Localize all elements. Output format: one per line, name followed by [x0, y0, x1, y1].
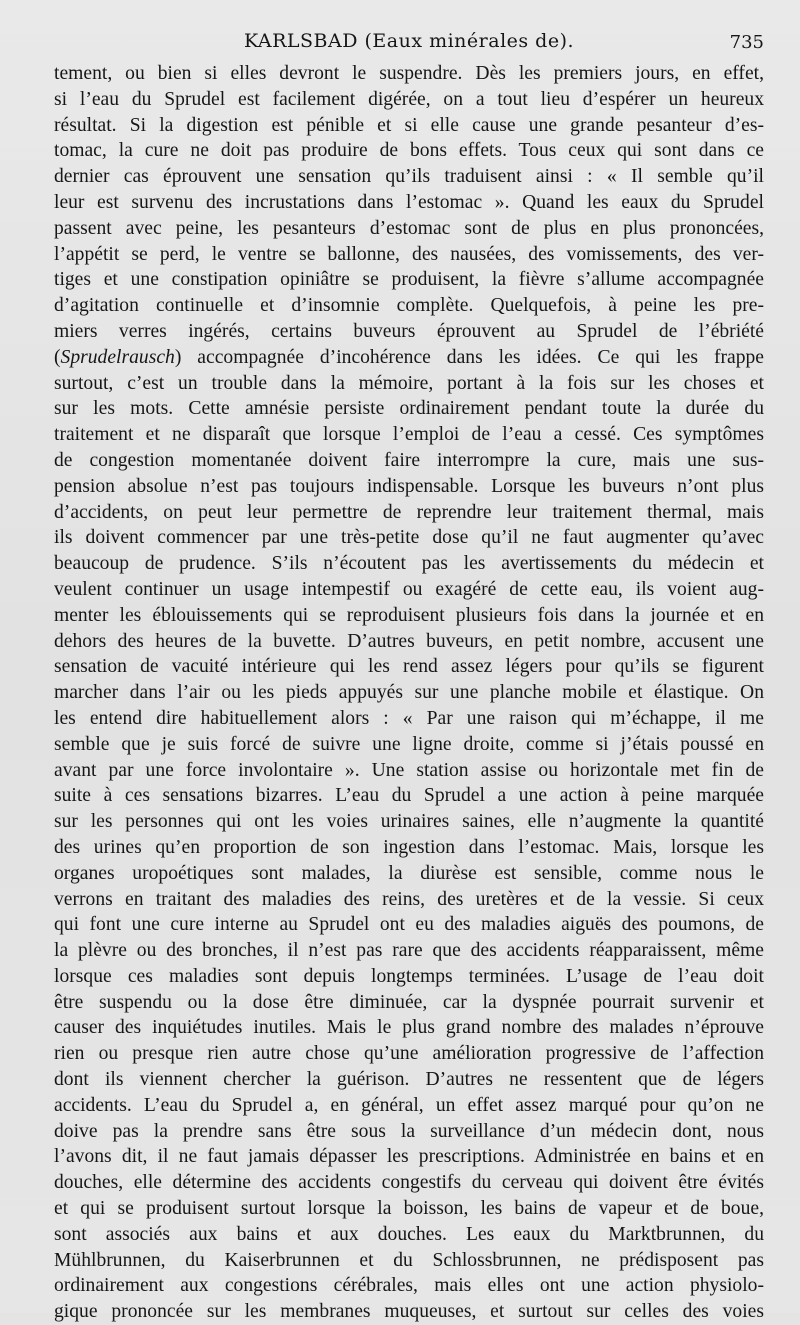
text-line: rien ou presque rien autre chose qu’une amélioration progressive de l’affection	[54, 1043, 764, 1065]
text-line: pension absolue n’est pas toujours indispensable. Lorsque les buveurs n’ont plus	[54, 475, 764, 497]
text-line: sont associés aux bains et aux douches. Les eaux du Marktbrunnen, du	[54, 1223, 764, 1245]
text-line: doive pas la prendre sans être sous la surveillance d’un médecin dont, nous	[54, 1120, 764, 1142]
text-line: d’agitation continuelle et d’insomnie complète. Quelquefois, à peine les pre-	[54, 295, 764, 317]
text-line: causer des inquiétudes inutiles. Mais le plus grand nombre des malades n’éprouve	[54, 1017, 764, 1039]
text-line: les entend dire habituellement alors : « Par une raison qui m’échappe, il me	[54, 707, 764, 729]
page-header	[54, 26, 764, 60]
running-title: KARLSBAD (Eaux minérales de).	[243, 30, 575, 52]
text-line: douches, elle détermine des accidents congestifs du cerveau qui doivent être évités	[54, 1172, 764, 1194]
text-line: passent avec peine, les pesanteurs d’estomac sont de plus en plus prononcées,	[54, 217, 764, 239]
text-line: verrons en traitant des maladies des reins, des uretères et de la vessie. Si ceux	[54, 888, 764, 910]
text-line: ordinairement aux congestions cérébrales, mais elles ont une action physiolo-	[54, 1275, 764, 1297]
text-line: organes uropoétiques sont malades, la diurèse est sensible, comme nous le	[54, 862, 764, 884]
text-line: surtout, c’est un trouble dans la mémoire, portant à la fois sur les choses et	[54, 372, 764, 394]
text-line: dont ils viennent chercher la guérison. D’autres ne ressentent que de légers	[54, 1069, 764, 1091]
text-line: sur les personnes qui ont les voies urinaires saines, elle n’augmente la quantité	[54, 811, 764, 833]
text-line: beaucoup de prudence. S’ils n’écoutent pas les avertissements du médecin et	[54, 553, 764, 575]
text-line: tomac, la cure ne doit pas produire de bons effets. Tous ceux qui sont dans ce	[54, 140, 764, 162]
text-line: marcher dans l’air ou les pieds appuyés sur une planche mobile et élastique. On	[54, 682, 764, 704]
text-line: Mühlbrunnen, du Kaiserbrunnen et du Schlossbrunnen, ne prédisposent pas	[54, 1249, 764, 1271]
text-line: résultat. Si la digestion est pénible et si elle cause une grande pesanteur d’es-	[54, 114, 764, 136]
text-line: sensation de vacuité intérieure qui les rend assez légers pour qu’ils se figurent	[54, 656, 764, 678]
text-line: ils doivent commencer par une très-petite dose qu’il ne faut augmenter qu’avec	[54, 527, 764, 549]
page-number: 735	[729, 32, 764, 53]
text-line: (Sprudelrausch) accompagnée d’incohérence dans les idées. Ce qui les frappe	[54, 346, 764, 368]
text-line: tement, ou bien si elles devront le suspendre. Dès les premiers jours, en effet,	[54, 63, 764, 84]
text-line: des urines qu’en proportion de son ingestion dans l’estomac. Mais, lorsque les	[54, 836, 764, 858]
text-line: semble que je suis forcé de suivre une ligne droite, comme si j’étais poussé en	[54, 733, 764, 755]
text-line: leur est survenu des incrustations dans l’estomac ». Quand les eaux du Sprudel	[54, 191, 764, 213]
text-line: la plèvre ou des bronches, il n’est pas rare que des accidents réapparaissent, même	[54, 940, 764, 962]
italic-term: Sprudelrausch	[60, 346, 175, 368]
text-line: l’appétit se perd, le ventre se ballonne, des nausées, des vomissements, des ver-	[54, 243, 764, 265]
text-line: et qui se produisent surtout lorsque la boisson, les bains de vapeur et de boue,	[54, 1198, 764, 1220]
text-line: traitement et ne disparaît que lorsque l’emploi de l’eau a cessé. Ces symptômes	[54, 424, 764, 446]
text-line: veulent continuer un usage intempestif ou exagéré de cette eau, ils voient aug-	[54, 578, 764, 600]
text-line: qui font une cure interne au Sprudel ont eu des maladies aiguës des poumons, de	[54, 914, 764, 936]
text-line: gique prononcée sur les membranes muqueuses, et surtout sur celles des voies	[54, 1301, 764, 1323]
text-line: sur les mots. Cette amnésie persiste ordinairement pendant toute la durée du	[54, 398, 764, 420]
body-text	[54, 61, 764, 1325]
text-line: avant par une force involontaire ». Une station assise ou horizontale met fin de	[54, 759, 764, 781]
text-line: suite à ces sensations bizarres. L’eau du Sprudel a une action à peine marquée	[54, 785, 764, 807]
text-line: de congestion momentanée doivent faire interrompre la cure, mais une sus-	[54, 449, 764, 471]
text-line: si l’eau du Sprudel est facilement digérée, on a tout lieu d’espérer un heureux	[54, 88, 764, 110]
text-line: tiges et une constipation opiniâtre se produisent, la fièvre s’allume accompagnée	[54, 269, 764, 291]
text-line: miers verres ingérés, certains buveurs éprouvent au Sprudel de l’ébriété	[54, 320, 764, 342]
text-line: accidents. L’eau du Sprudel a, en général, un effet assez marqué pour qu’on ne	[54, 1094, 764, 1116]
text-line: dernier cas éprouvent une sensation qu’ils traduisent ainsi : « Il semble qu’il	[54, 166, 764, 188]
text-line: dehors des heures de la buvette. D’autres buveurs, en petit nombre, accusent une	[54, 630, 764, 652]
text-line: lorsque ces maladies sont depuis longtemps terminées. L’usage de l’eau doit	[54, 965, 764, 987]
text-line: l’avons dit, il ne faut jamais dépasser les prescriptions. Administrée en bains et en	[54, 1146, 764, 1168]
text-line: être suspendu ou la dose être diminuée, car la dyspnée pourrait survenir et	[54, 991, 764, 1013]
text-line: d’accidents, on peut leur permettre de reprendre leur traitement thermal, mais	[54, 501, 764, 523]
text-line: menter les éblouissements qui se reproduisent plusieurs fois dans la journée et en	[54, 604, 764, 626]
